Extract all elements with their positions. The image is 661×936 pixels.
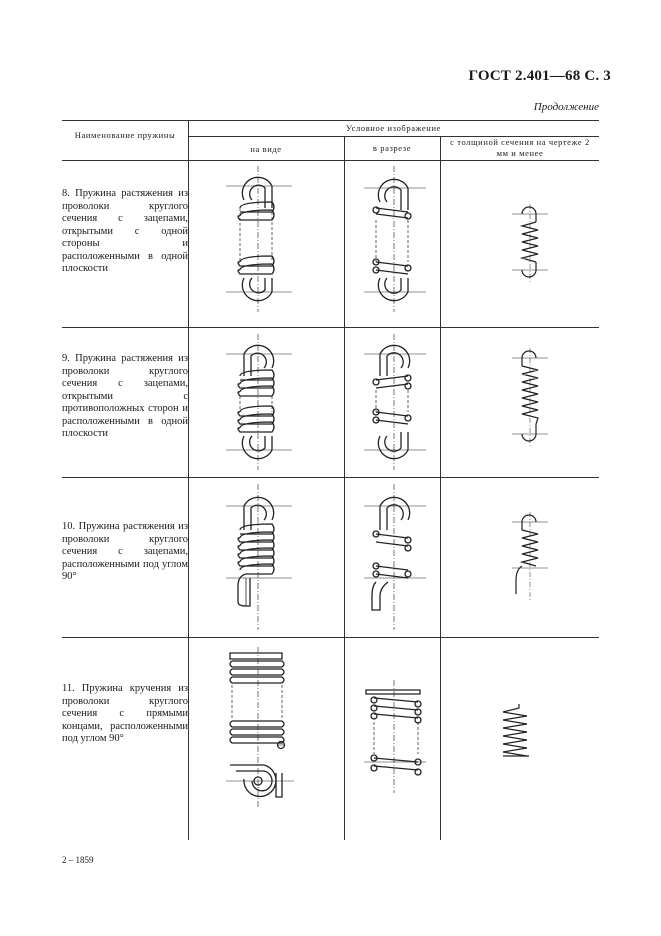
column-header-view: на виде: [250, 144, 282, 154]
column-divider: [440, 136, 441, 840]
table-top-rule: [62, 120, 599, 121]
spring-9-view-drawing: [224, 332, 304, 472]
row-divider: [62, 327, 599, 328]
row-10-name: 10. Пружина растяжения из проволоки круглого сечения с зацепами, расположенными под углом 90°: [62, 521, 188, 582]
spring-8-section-drawing: [362, 164, 428, 314]
row-divider: [62, 637, 599, 638]
column-header-thin: с толщиной сечения на чертеже 2 мм и менее: [450, 137, 590, 158]
column-group-header: Условное изображение: [346, 123, 441, 133]
spring-10-thin-drawing: [510, 512, 550, 602]
column-divider: [188, 120, 189, 840]
spring-10-section-drawing: [362, 482, 428, 632]
spring-10-view-drawing: [224, 482, 304, 632]
spring-8-thin-drawing: [510, 204, 550, 284]
row-8-name: 8. Пружина растяжения из проволоки круглого сечения с зацепами, открытыми с одной стороны и расположенными в одной плоскости: [62, 188, 188, 274]
spring-11-section-drawing: [362, 680, 428, 795]
column-divider: [344, 136, 345, 840]
page-footer: 2 – 1859: [62, 855, 94, 865]
row-divider: [62, 477, 599, 478]
header-bottom-rule: [62, 160, 599, 161]
spring-9-section-drawing: [362, 332, 428, 472]
spring-8-view-drawing: [224, 164, 304, 314]
spring-9-thin-drawing: [510, 348, 550, 448]
row-9-name: 9. Пружина растяжения из проволоки круглого сечения с зацепами, открытыми с противоположных сторон и расположенными в одной плоскости: [62, 353, 188, 439]
column-header-name: Наименование пружины: [74, 130, 176, 140]
page-title: ГОСТ 2.401—68 С. 3: [468, 68, 611, 84]
springs-table: [62, 120, 599, 840]
column-header-section: в разрезе: [372, 143, 412, 153]
spring-11-thin-drawing: [497, 702, 537, 762]
row-11-name: 11. Пружина кручения из проволоки круглого сечения с прямыми концами, расположенными под углом 90°: [62, 683, 188, 744]
continuation-label: Продолжение: [533, 101, 599, 113]
spring-11-view-drawing: [224, 647, 304, 807]
